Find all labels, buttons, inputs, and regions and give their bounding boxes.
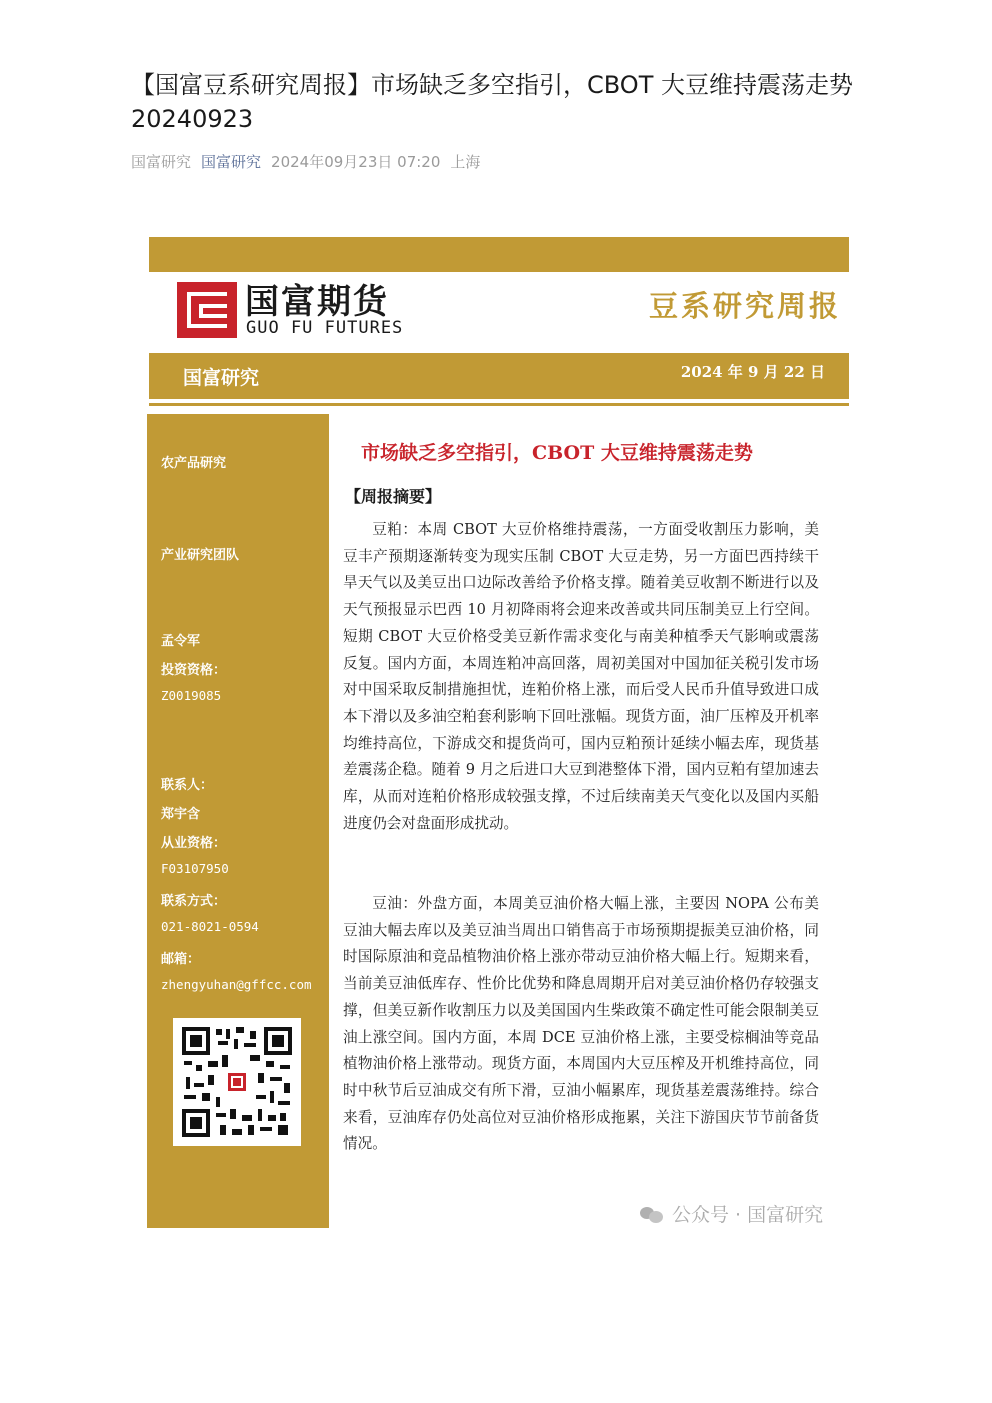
article-author-link[interactable]: 国富研究 [201,153,262,171]
article-meta [131,151,480,172]
report-date: 2024 年 9 月 22 日 [680,363,825,381]
paragraph-soymeal: 豆粕：本周 CBOT 大豆价格维持震荡，一方面受收割压力影响，美豆丰产预期逐渐转变为现实压制 CBOT 大豆走势，另一方面巴西持续干旱天气以及美豆出口边际改善给予价格支撑。随着美豆收割不断进行以及天气预报显示巴西 10 月初降雨将会迎来改善或共同压制美豆上行空间。短期 CBOT 大豆价格受美豆新作需求变化与南美种植季天气影响或震荡反复。国内方面，本周连粕冲高回落，周初美国对中国加征关税引发市场对中国采取反制措施担忧，连粕价格上涨，而后受人民币升值导致进口成本下滑以及多油空粕套利影响下回吐涨幅。现货方面，油厂压榨及开机率均维持高位，下游成交和提货尚可，国内豆粕预计延续小幅去库，现货基差震荡企稳。随着 9 月之后进口大豆到港整体下滑，国内豆粕有望加速去库，从而对连粕价格形成较强支撑，不过后续南美天气变化以及国内买船进度仍会对盘面形成扰动。 [343,521,819,832]
article-title-line2: 20240923 [131,105,254,133]
band-label: 国富研究 [183,367,260,389]
section-title: 【周报摘要】 [345,487,442,506]
article-location: 上海 [450,153,481,171]
sidebar-analyst-cert: Z0019085 [161,688,222,703]
watermark-text: 公众号 · 国富研究 [672,1204,824,1226]
sidebar-phone-label: 联系方式： [161,894,227,909]
sidebar-contact-cert-label: 从业资格： [161,836,227,851]
report-band-line [149,403,849,406]
sidebar-analyst-name: 孟令军 [161,634,201,649]
logo-en-text: GUO FU FUTURES [246,318,404,338]
article-datetime: 2024年09月23日 07:20 [271,153,441,171]
watermark [640,1200,823,1227]
sidebar-email-label: 邮箱： [161,952,201,967]
paragraph-soyoil: 豆油：外盘方面，本周美豆油价格大幅上涨，主要因 NOPA 公布美豆油大幅去库以及美豆油当周出口销售高于市场预期提振美豆油价格，同时国际原油和竞品植物油价格上涨亦带动豆油价格大幅上行。短期来看，当前美豆油低库存、性价比优势和降息周期开启对美豆油价格仍存较强支撑，但美豆新作收割压力以及美国国内生柴政策不确定性可能会限制美豆油上涨空间。国内方面，本周 DCE 豆油价格上涨，主要受棕榈油等竞品植物油价格上涨带动。现货方面，本周国内大豆压榨及开机维持高位，同时中秋节后豆油成交有所下滑，豆油小幅累库，现货基差震荡维持。综合来看，豆油库存仍处高位对豆油价格形成拖累，关注下游国庆节节前备货情况。 [343,895,819,1153]
sidebar-team: 产业研究团队 [161,548,240,563]
logo-cn-text: 国富期货 [245,282,389,322]
article-title-line1: 【国富豆系研究周报】市场缺乏多空指引，CBOT 大豆维持震荡走势 [131,71,853,99]
report-image [147,236,849,1229]
sidebar-contact-name: 郑宇含 [161,807,201,822]
report-type-title: 豆系研究周报 [648,289,841,323]
sidebar-contact-cert: F03107950 [161,861,229,876]
article-source: 国富研究 [131,153,192,171]
article-title [131,68,891,136]
sidebar-dept: 农产品研究 [161,456,227,471]
sidebar-contact-label: 联系人： [161,778,214,793]
sidebar-analyst-cert-label: 投资资格： [161,663,227,678]
qr-code-icon [173,1018,301,1146]
report-headline: 市场缺乏多空指引，CBOT 大豆维持震荡走势 [361,442,753,464]
wechat-icon [640,1205,664,1223]
guofu-logo-icon [177,282,237,338]
sidebar-email: zhengyuhan@gffcc.com [161,977,312,992]
sidebar-phone: 021-8021-0594 [161,919,259,934]
report-top-bar [149,237,849,272]
